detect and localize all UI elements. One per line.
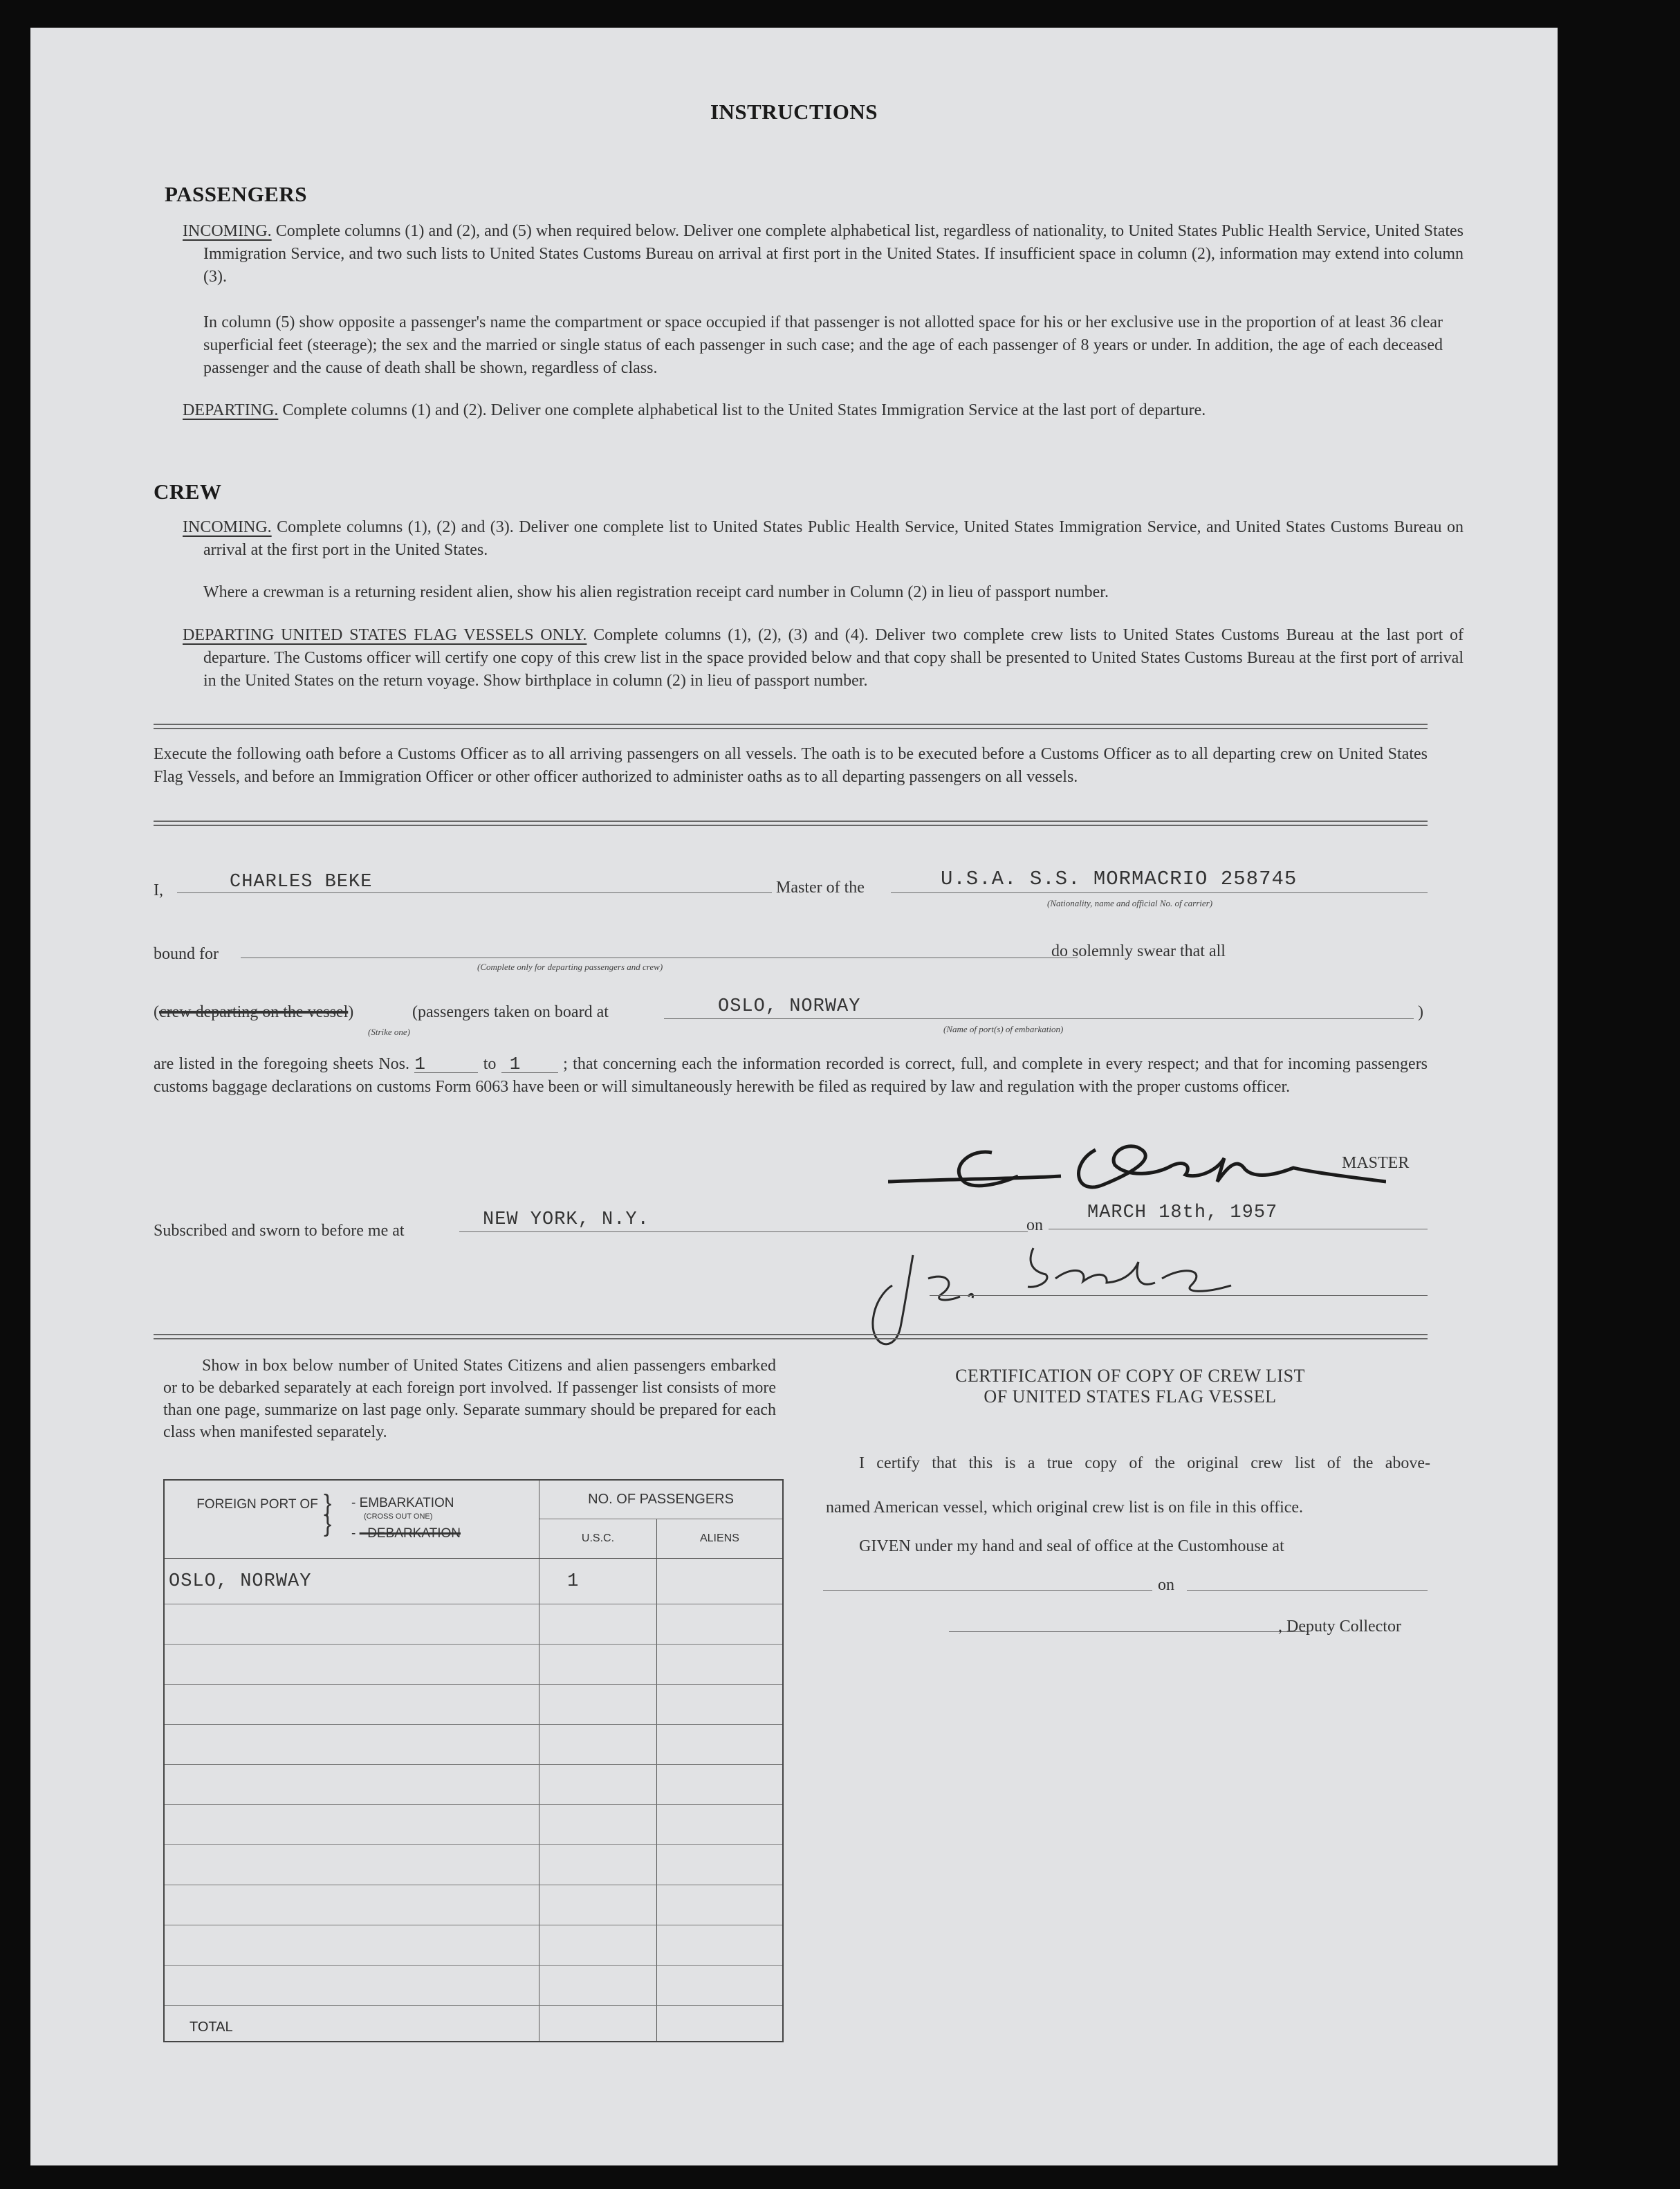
listed-text: ; that concerning each the information recorded is correct, full, and complete in every respect; and that for incoming passengers customs baggage declarations on customs Form 6063 have been or will simultaneously herewith be filed as required by law and regulation with the proper customs officer. <box>154 1055 1428 1096</box>
port-cell <box>164 1645 539 1685</box>
summary-instructions: Show in box below number of United States Citizens and alien passengers embarked or to be debarked separately at each foreign port involved. If passenger list consists of more than one page, summarize on last page only. Separate summary should be prepared for each class when manifested separately. <box>163 1357 776 1441</box>
passengers-label: (passengers taken on board at <box>412 1003 609 1021</box>
embark-caption: (Name of port(s) of embarkation) <box>943 1024 1064 1034</box>
usc-cell <box>539 1645 657 1685</box>
passengers-incoming-paragraph <box>183 220 1464 288</box>
passengers-incoming-lead: INCOMING. <box>183 222 272 240</box>
foreign-port-header: FOREIGN PORT OF <box>196 1497 318 1512</box>
certification-text-3: GIVEN under my hand and seal of office at the Customhouse at <box>859 1537 1284 1555</box>
listed-label: are listed in the foregoing sheets Nos. <box>154 1055 410 1073</box>
port-cell <box>164 1725 539 1765</box>
sworn-label: Subscribed and sworn to before me at <box>154 1222 405 1240</box>
usc-cell <box>539 1604 657 1645</box>
usc-cell <box>539 1765 657 1805</box>
sworn-date: MARCH 18th, 1957 <box>1087 1202 1278 1223</box>
crew-departing-struck: crew departing on the vessel <box>159 1003 349 1021</box>
cross-out-one-note: (CROSS OUT ONE) <box>364 1512 433 1521</box>
vessel-caption: (Nationality, name and official No. of carrier) <box>1047 898 1213 908</box>
usc-cell <box>539 1805 657 1845</box>
port-cell <box>164 1966 539 2006</box>
embarkation-header: - EMBARKATION <box>351 1496 454 1510</box>
table-row <box>164 1604 783 1645</box>
debarkation-struck: - DEBARKATION <box>359 1526 461 1541</box>
certification-heading-2: OF UNITED STATES FLAG VESSEL <box>984 1386 1277 1407</box>
aliens-cell <box>656 1966 783 2006</box>
sworn-on-label: on <box>1026 1216 1043 1234</box>
usc-cell: 1 <box>539 1559 657 1604</box>
usc-cell <box>539 1725 657 1765</box>
aliens-cell <box>656 1765 783 1805</box>
document-page <box>30 28 1558 2165</box>
officer-signature <box>865 1230 1293 1368</box>
vessel-line <box>891 892 1428 893</box>
divider <box>154 724 1428 729</box>
close-paren: ) <box>1418 1003 1423 1021</box>
vessel-name: U.S.A. S.S. MORMACRIO 258745 <box>941 868 1298 890</box>
crew-departing-text: Complete columns (1), (2), (3) and (4). Deliver two complete crew lists to United States Customs Bureau at the last port of departure. The Customs officer will certify one copy of this crew list in the space provided below and that copy shall be presented to United States Customs Bureau at the first port of arrival in the United States on the return voyage. Show birthplace in column (2) in lieu of passport number. <box>203 626 1464 690</box>
aliens-cell <box>656 1725 783 1765</box>
strike-one-choice: (crew departing on the vessel) <box>154 1003 354 1021</box>
customhouse-line <box>823 1590 1152 1591</box>
aliens-cell <box>656 1685 783 1725</box>
table-row <box>164 1845 783 1885</box>
table-row <box>164 1725 783 1765</box>
deputy-collector-label: , Deputy Collector <box>1278 1618 1401 1636</box>
officer-signature-line <box>930 1295 1428 1296</box>
master-label: MASTER <box>1342 1154 1410 1172</box>
total-label: TOTAL <box>164 2006 539 2042</box>
crew-incoming-text: Complete columns (1), (2) and (3). Deliver one complete list to United States Public Health Service, United States Immigration Service, and United States Customs Bureau on arrival at the first port in the United States. <box>203 518 1464 559</box>
crew-heading: CREW <box>154 479 222 504</box>
page-title: INSTRUCTIONS <box>710 100 878 124</box>
crew-departing-lead: DEPARTING UNITED STATES FLAG VESSELS ONLY. <box>183 626 587 644</box>
strike-caption: (Strike one) <box>368 1027 411 1037</box>
aliens-cell <box>656 1559 783 1604</box>
passengers-departing-lead: DEPARTING. <box>183 401 279 419</box>
table-row <box>164 1966 783 2006</box>
sheet-from: 1 <box>414 1056 478 1073</box>
port-cell <box>164 1604 539 1645</box>
table-row <box>164 1925 783 1966</box>
oath-instructions: Execute the following oath before a Customs Officer as to all arriving passengers on all vessels. The oath is to be executed before a Customs Officer as to all departing crew on United States Flag Vessels, and before an Immigration Officer or other officer authorized to administer oaths as to all departing passengers on all vessels. <box>154 745 1428 786</box>
port-cell <box>164 1885 539 1925</box>
total-row <box>164 2006 783 2042</box>
divider <box>154 821 1428 826</box>
sheet-to: 1 <box>501 1056 558 1073</box>
table-row <box>164 1685 783 1725</box>
swear-label: do solemnly swear that all <box>1051 942 1226 960</box>
crew-departing-paragraph <box>183 624 1464 693</box>
master-signature <box>888 1107 1386 1204</box>
brace-icon: } } <box>324 1490 332 1537</box>
usc-header: U.S.C. <box>539 1519 657 1559</box>
passengers-column5-paragraph: In column (5) show opposite a passenger's name the compartment or space occupied if that passenger is not allotted space for his or her exclusive use in the proportion of at least 36 clear superficial feet (steerage); the sex and the married or single status of each passenger in such case; and the age of each passenger of 8 years or under. In addition, the age of each deceased passenger and the cause of death shall be shown, regardless of class. <box>203 313 1443 377</box>
certification-text-1: I certify that this is a true copy of the original crew list of the above- <box>859 1454 1430 1472</box>
table-row <box>164 1885 783 1925</box>
crew-incoming-lead: INCOMING. <box>183 518 272 536</box>
bound-for-label: bound for <box>154 945 219 963</box>
aliens-cell <box>656 1925 783 1966</box>
port-cell <box>164 1925 539 1966</box>
debarkation-header: - - DEBARKATION <box>351 1526 461 1541</box>
sworn-place: NEW YORK, N.Y. <box>483 1209 649 1230</box>
usc-cell <box>539 1925 657 1966</box>
passengers-heading: PASSENGERS <box>165 182 307 206</box>
port-header-cell <box>164 1480 539 1559</box>
port-cell <box>164 1845 539 1885</box>
aliens-cell <box>656 1845 783 1885</box>
passenger-summary-table <box>163 1479 784 2042</box>
total-usc-cell <box>539 2006 657 2042</box>
crew-resident-paragraph: Where a crewman is a returning resident alien, show his alien registration receipt card number in Column (2) in lieu of passport number. <box>203 583 1109 601</box>
port-cell <box>164 1765 539 1805</box>
port-cell <box>164 1685 539 1725</box>
master-name-line <box>177 892 772 893</box>
listed-paragraph <box>154 1053 1428 1099</box>
port-cell: OSLO, NORWAY <box>164 1559 539 1604</box>
passengers-departing-paragraph <box>183 399 1464 422</box>
embark-port: OSLO, NORWAY <box>718 996 861 1017</box>
aliens-cell <box>656 1645 783 1685</box>
table-row <box>164 1559 783 1604</box>
master-of-label: Master of the <box>776 879 865 897</box>
passengers-departing-text: Complete columns (1) and (2). Deliver one complete alphabetical list to the United States Immigration Service at the last port of departure. <box>282 401 1206 419</box>
to-label: to <box>483 1055 497 1073</box>
no-of-passengers-header: NO. OF PASSENGERS <box>539 1480 783 1519</box>
usc-cell <box>539 1966 657 2006</box>
usc-cell <box>539 1685 657 1725</box>
certification-date-line <box>1187 1590 1428 1591</box>
crew-incoming-paragraph <box>183 516 1464 562</box>
table-row <box>164 1765 783 1805</box>
embark-port-line <box>664 1018 1414 1019</box>
aliens-cell <box>656 1805 783 1845</box>
certification-on-label: on <box>1158 1576 1174 1594</box>
deputy-collector-line <box>949 1631 1307 1632</box>
aliens-cell <box>656 1885 783 1925</box>
table-row <box>164 1645 783 1685</box>
port-cell <box>164 1805 539 1845</box>
total-aliens-cell <box>656 2006 783 2042</box>
master-name: CHARLES BEKE <box>230 872 373 892</box>
table-row <box>164 1805 783 1845</box>
bound-for-caption: (Complete only for departing passengers and crew) <box>477 962 663 972</box>
certification-heading-1: CERTIFICATION OF COPY OF CREW LIST <box>955 1366 1305 1386</box>
aliens-header: ALIENS <box>656 1519 783 1559</box>
aliens-cell <box>656 1604 783 1645</box>
usc-cell <box>539 1885 657 1925</box>
oath-i-label: I, <box>154 881 163 899</box>
divider <box>154 1334 1428 1339</box>
certification-text-2: named American vessel, which original crew list is on file in this office. <box>826 1499 1304 1517</box>
passengers-incoming-text: Complete columns (1) and (2), and (5) when required below. Deliver one complete alphabetical list, regardless of nationality, to United States Public Health Service, United States Immigration Service, and two such lists to United States Customs Bureau on arrival at first port in the United States. If insufficient space in column (2), information may extend into column (3). <box>203 222 1464 286</box>
usc-cell <box>539 1845 657 1885</box>
